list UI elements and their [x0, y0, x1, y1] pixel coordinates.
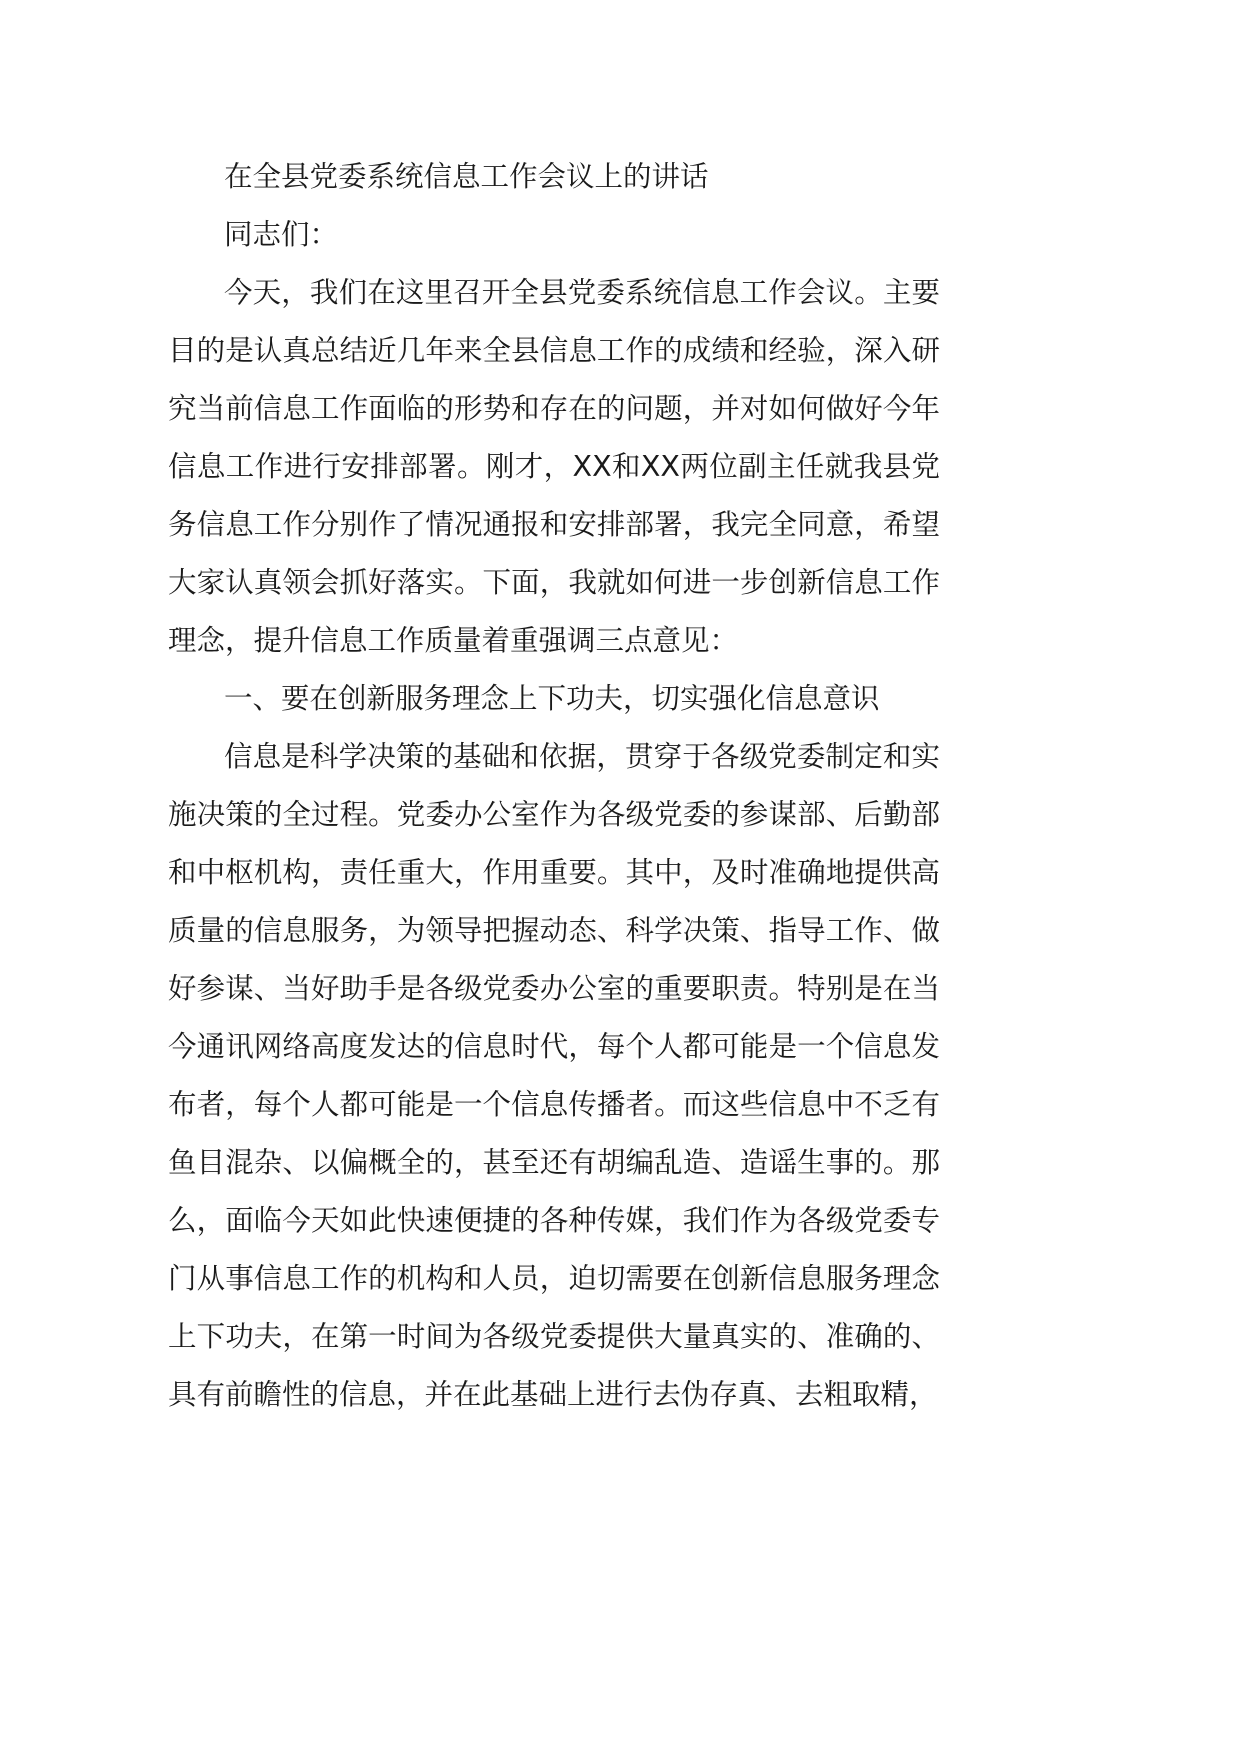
document-body	[168, 148, 940, 1424]
paragraph-intro: 今天，我们在这里召开全县党委系统信息工作会议。主要目的是认真总结近几年来全县信息工作的成绩和经验，深入研究当前信息工作面临的形势和存在的问题，并对如何做好今年信息工作进行安排部署。刚才，XX和XX两位副主任就我县党务信息工作分别作了情况通报和安排部署，我完全同意，希望大家认真领会抓好落实。下面，我就如何进一步创新信息工作理念，提升信息工作质量着重强调三点意见：	[168, 276, 940, 657]
salutation: 同志们：	[224, 218, 339, 251]
document-title: 在全县党委系统信息工作会议上的讲话	[224, 160, 709, 193]
paragraph-section-1-body: 信息是科学决策的基础和依据，贯穿于各级党委制定和实施决策的全过程。党委办公室作为各级党委的参谋部、后勤部和中枢机构，责任重大，作用重要。其中，及时准确地提供高质量的信息服务，为领导把握动态、科学决策、指导工作、做好参谋、当好助手是各级党委办公室的重要职责。特别是在当今通讯网络高度发达的信息时代，每个人都可能是一个信息发布者，每个人都可能是一个信息传播者。而这些信息中不乏有鱼目混杂、以偏概全的，甚至还有胡编乱造、造谣生事的。那么，面临今天如此快速便捷的各种传媒，我们作为各级党委专门从事信息工作的机构和人员，迫切需要在创新信息服务理念上下功夫，在第一时间为各级党委提供大量真实的、准确的、具有前瞻性的信息，并在此基础上进行去伪存真、去粗取精，	[168, 740, 940, 1411]
section-heading-1: 一、要在创新服务理念上下功夫，切实强化信息意识	[224, 682, 880, 715]
